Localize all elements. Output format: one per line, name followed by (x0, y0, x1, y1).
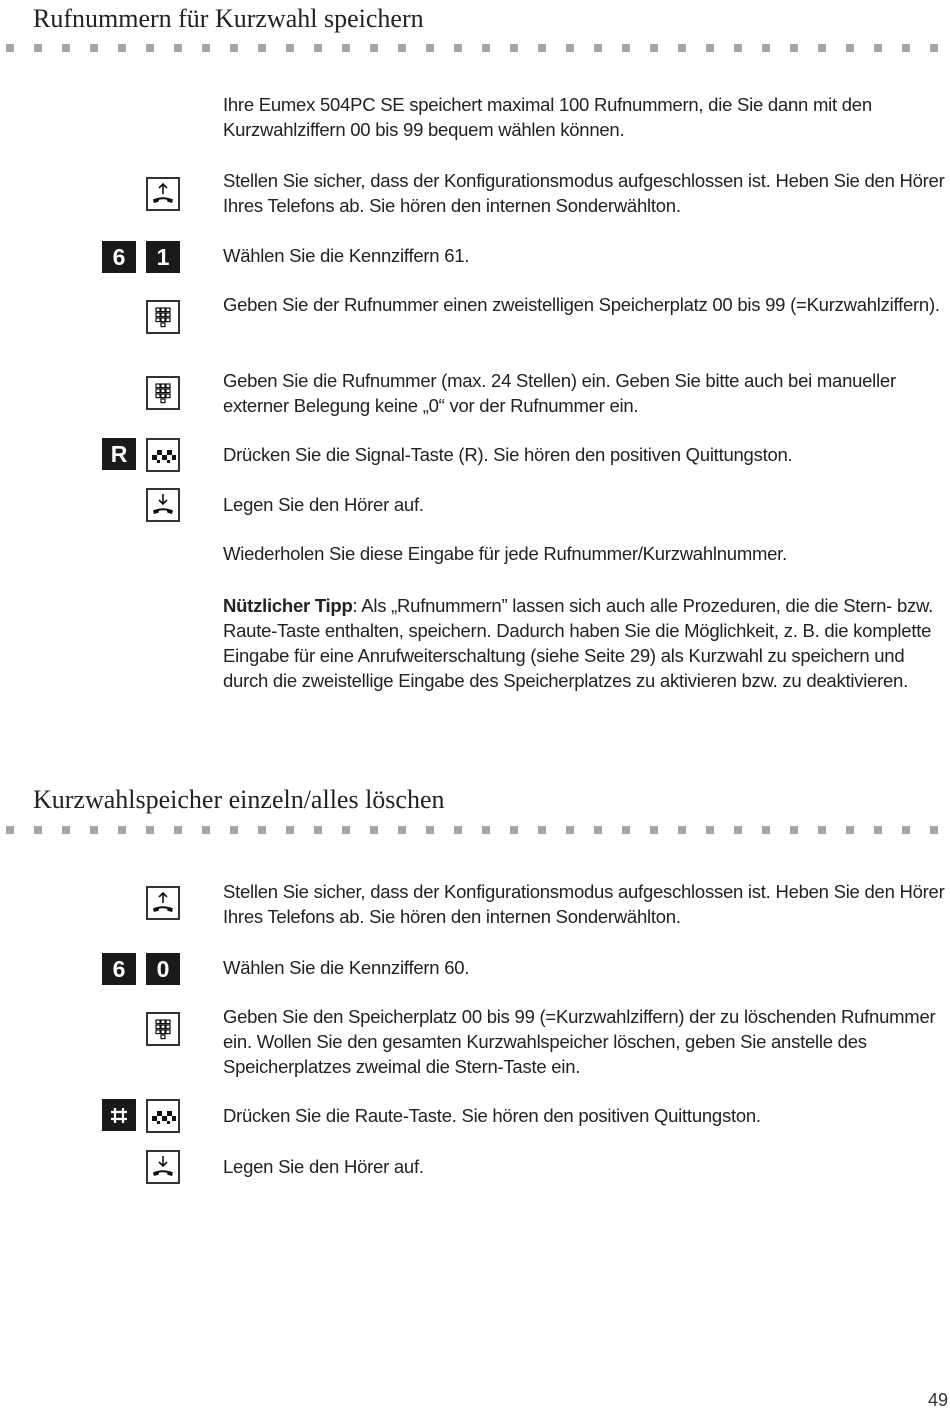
handset-lift-icon (146, 177, 180, 211)
step-hash-key: Drücken Sie die Raute-Taste. Sie hören den positiven Quittungston. (223, 1105, 761, 1126)
section-title: Rufnummern für Kurzwahl speichern (33, 4, 424, 33)
confirmation-tone-icon (146, 438, 180, 472)
step-signal-key: Drücken Sie die Signal-Taste (R). Sie hören den positiven Quittungston. (223, 444, 793, 465)
step-offhook: Stellen Sie sicher, dass der Konfigurationsmodus aufgeschlossen ist. Heben Sie den Hörer Ihres Telefons ab. Sie hören den internen Sonderwählton. (223, 881, 945, 927)
step-dial-code: Wählen Sie die Kennziffern 60. (223, 957, 470, 978)
keypad-icon (146, 376, 180, 410)
digit-key-1: 1 (146, 241, 180, 273)
signal-key-r: R (102, 438, 136, 470)
digit-key-6: 6 (102, 953, 136, 985)
tip-label: Nützlicher Tipp (223, 595, 353, 616)
step-hang-up: Legen Sie den Hörer auf. (223, 494, 424, 515)
step-dial-code: Wählen Sie die Kennziffern 61. (223, 245, 470, 266)
intro-text: Ihre Eumex 504PC SE speichert maximal 100 Rufnummern, die Sie dann mit den Kurzwahlziffern 00 bis 99 bequem wählen können. (223, 94, 872, 140)
handset-down-icon (146, 1150, 180, 1184)
dotted-divider (6, 44, 950, 52)
tip-text: : Als „Rufnummern” lassen sich auch alle Prozeduren, die die Stern- bzw. Raute-Taste enthalten, speichern. Dadurch haben Sie die Möglichkeit, z. B. die komplette Eingabe für eine Anrufweiterschaltung (siehe Seite 29) als Kurzwahl zu speichern und durch die zweistellige Eingabe des Speicherplatzes zu aktivieren bzw. zu deaktivieren. (223, 595, 933, 691)
handset-lift-icon (146, 886, 180, 920)
section-title: Kurzwahlspeicher einzeln/alles löschen (33, 785, 445, 814)
useful-tip (223, 593, 947, 693)
handset-down-icon (146, 488, 180, 522)
digit-key-0: 0 (146, 953, 180, 985)
keypad-icon (146, 300, 180, 334)
repeat-note: Wiederholen Sie diese Eingabe für jede Rufnummer/Kurzwahlnummer. (223, 543, 787, 564)
step-hang-up: Legen Sie den Hörer auf. (223, 1156, 424, 1177)
hash-key-icon (102, 1099, 136, 1131)
keypad-icon (146, 1012, 180, 1046)
page-number: 49 (927, 1390, 948, 1410)
digit-key-6: 6 (102, 241, 136, 273)
dotted-divider (6, 826, 950, 834)
step-memory-slot: Geben Sie den Speicherplatz 00 bis 99 (=Kurzwahlziffern) der zu löschenden Rufnummer ein. Wollen Sie den gesamten Kurzwahlspeicher löschen, geben Sie anstelle des Speicherplatzes zweimal die Stern-Taste ein. (223, 1006, 936, 1077)
step-enter-number: Geben Sie die Rufnummer (max. 24 Stellen) ein. Geben Sie bitte auch bei manueller externer Belegung keine „0“ vor der Rufnummer ein. (223, 370, 896, 416)
step-offhook: Stellen Sie sicher, dass der Konfigurationsmodus aufgeschlossen ist. Heben Sie den Hörer Ihres Telefons ab. Sie hören den internen Sonderwählton. (223, 170, 945, 216)
step-memory-slot: Geben Sie der Rufnummer einen zweistelligen Speicherplatz 00 bis 99 (=Kurzwahlziffern). (223, 294, 940, 315)
confirmation-tone-icon (146, 1099, 180, 1133)
